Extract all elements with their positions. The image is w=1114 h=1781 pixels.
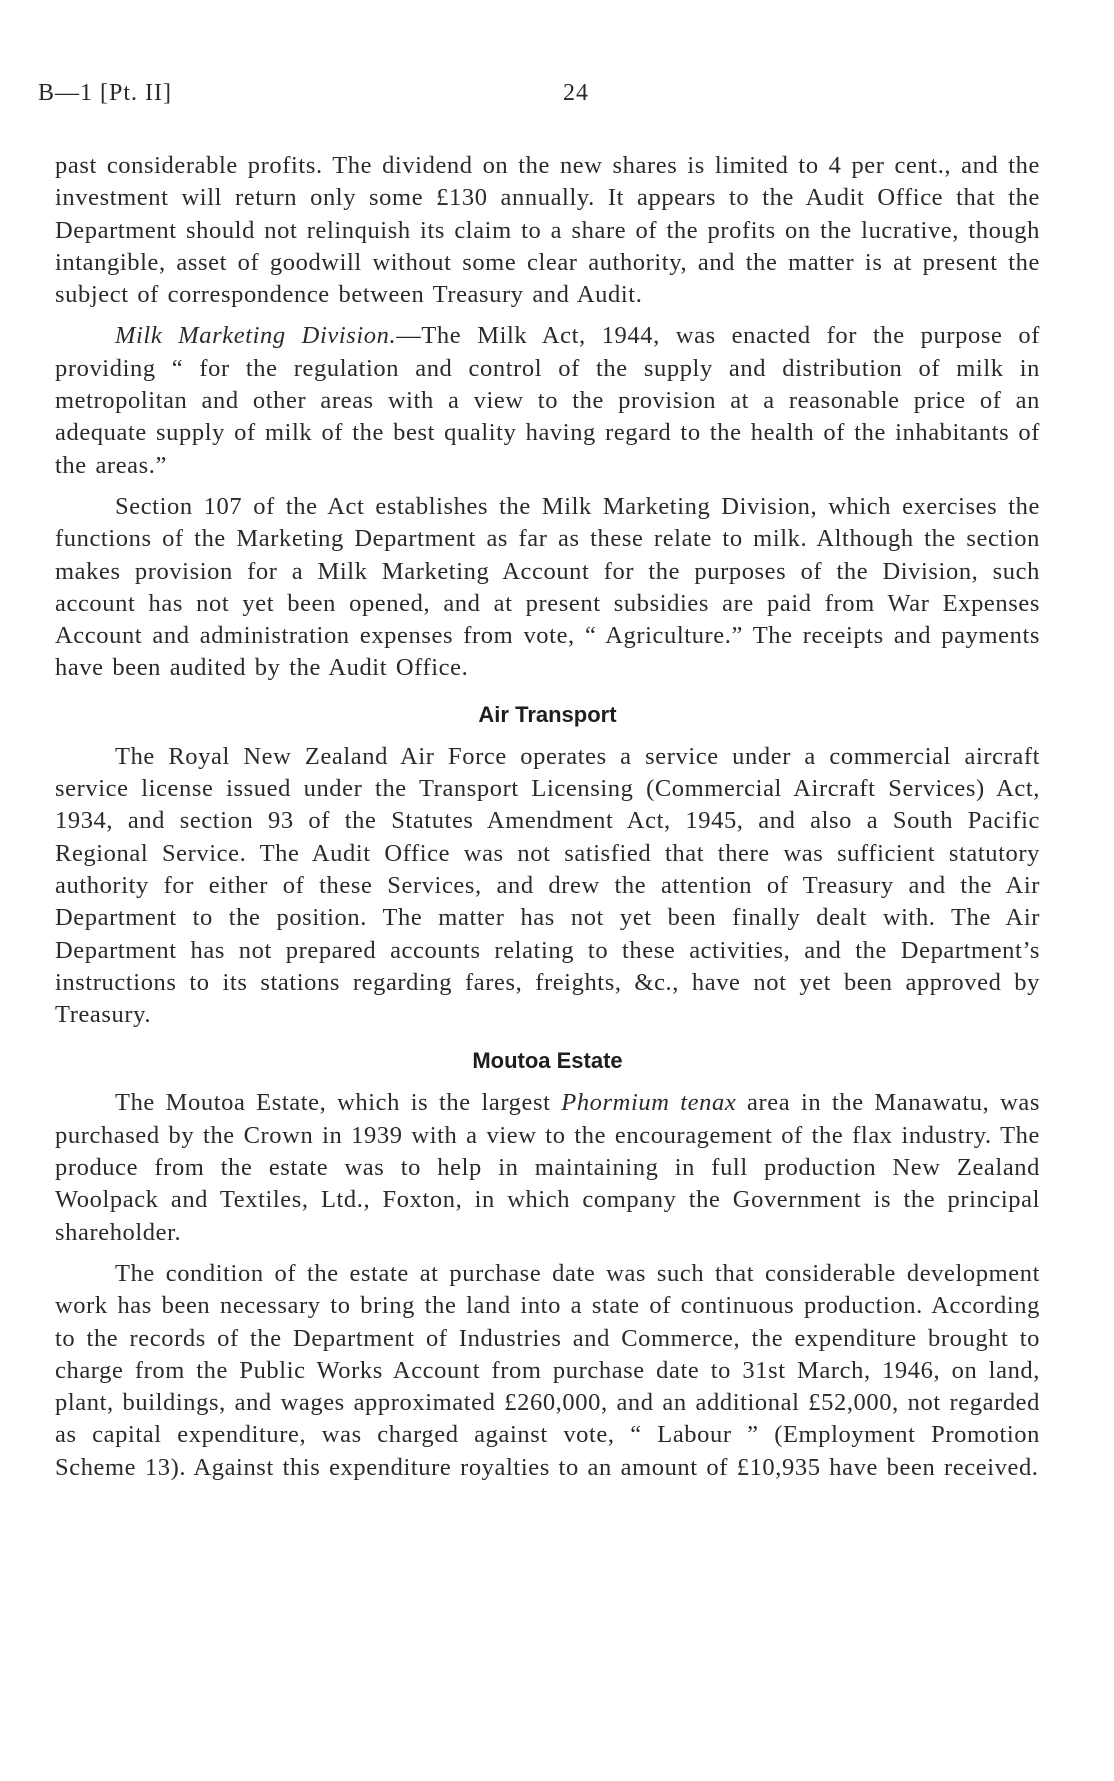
moutoa-text-after: area in the Manawatu, was purchased by the Crown in 1939 with a view to the encouragement of the flax industry. The produce from the estate was to help in maintaining in full production New Zealand Woolpack and Textiles, Ltd., Foxton, in which company the Government is the principal shareholder.: [55, 1089, 1040, 1246]
heading-moutoa-estate: Moutoa Estate: [472, 1048, 623, 1074]
heading-air-transport: Air Transport: [478, 701, 617, 727]
paragraph-section-107: Section 107 of the Act establishes the Milk Marketing Division, which exercises the functions of the Marketing Department as far as these relate to milk. Although the section makes provision for a Milk Marketing Account for the purposes of the Division, such account has not yet been opened, and at present subsidies are paid from War Expenses Account and administration expenses from vote, “ Agriculture.” The receipts and payments have been audited by the Audit Office.: [55, 492, 1040, 682]
milk-marketing-text: —The Milk Act, 1944, was enacted for the purpose of providing “ for the regulation and control of the supply and distribution of milk in metropolitan and other areas with a view to the provision at a reasonable price of an adequate supply of milk of the best quality having regard to the health of the inhabitants of the areas.”: [55, 322, 1040, 479]
page-body: [55, 150, 1040, 1484]
paragraph-milk-marketing: [55, 320, 1040, 481]
milk-marketing-lead: Milk Marketing Division.: [115, 322, 397, 350]
page-header: [38, 80, 1038, 120]
paragraph-estate-condition: The condition of the estate at purchase date was such that considerable development work has been necessary to bring the land into a state of continuous production. According to the records of the Department of Industries and Commerce, the expenditure brought to charge from the Public Works Account from purchase date to 31st March, 1946, on land, plant, buildings, and wages approximated £260,000, and an additional £52,000, not regarded as capital expenditure, was charged against vote, “ Labour ” (Employment Promotion Scheme 13). Against this expenditure royalties to an amount of £10,935 have been received.: [55, 1259, 1040, 1481]
species-name: Phormium tenax: [561, 1089, 737, 1117]
paragraph-profits: past considerable profits. The dividend on the new shares is limited to 4 per cent., and the investment will return only some £130 annually. It appears to the Audit Office that the Department should not relinquish its claim to a share of the profits on the lucrative, though intangible, asset of goodwill without some clear authority, and the matter is at present the subject of correspondence between Treasury and Audit.: [55, 152, 1040, 309]
paragraph-moutoa-estate: [55, 1087, 1040, 1248]
moutoa-text-before: The Moutoa Estate, which is the largest: [115, 1089, 562, 1117]
paragraph-air-transport: The Royal New Zealand Air Force operates a service under a commercial aircraft service license issued under the Transport Licensing (Commercial Aircraft Services) Act, 1934, and section 93 of the Statutes Amendment Act, 1945, and also a South Pacific Regional Service. The Audit Office was not satisfied that there was sufficient statutory authority for either of these Services, and drew the attention of Treasury and the Air Department to the position. The matter has not yet been finally dealt with. The Air Department has not prepared accounts relating to these activities, and the Department’s instructions to its stations regarding fares, freights, &c., have not yet been approved by Treasury.: [55, 742, 1040, 1029]
page-number: 24: [563, 80, 589, 106]
document-reference: B—1 [Pt. II]: [38, 80, 172, 106]
